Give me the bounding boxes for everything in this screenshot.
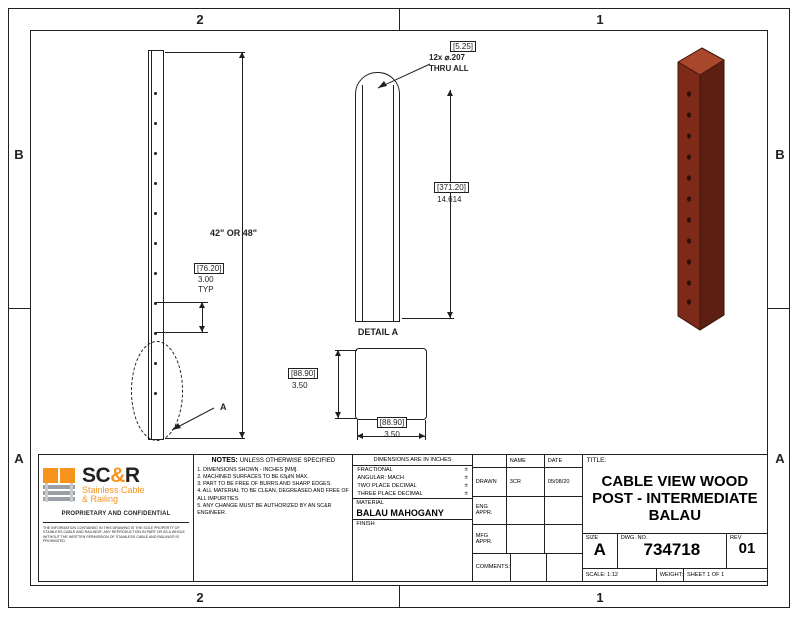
title-block-title-cell <box>582 455 767 581</box>
approval-label: COMMENTS: <box>475 564 510 571</box>
rev-value: 01 <box>738 540 756 557</box>
drawing-title: CABLE VIEW WOOD POST - INTERMEDIATE BALAU <box>592 472 758 525</box>
approval-date: 05/08/20 <box>544 468 582 496</box>
detail-callout-leader <box>170 402 220 432</box>
section-ext-line-bottom <box>335 418 357 419</box>
detail-a-inner-edge-right <box>393 85 394 322</box>
front-view-hole <box>154 182 157 185</box>
tolerance-value: ± <box>464 475 468 481</box>
front-view-hole <box>154 122 157 125</box>
tolerance-value: ± <box>464 491 468 497</box>
scr-logo-icon <box>43 468 77 502</box>
spacing-ext-line-lower <box>156 332 208 333</box>
tolerance-label: ANGULAR: MACH <box>357 475 404 481</box>
material-value: BALAU MAHOGANY <box>356 508 444 518</box>
front-view-ext-line-top <box>165 52 245 53</box>
notes-heading-sub: UNLESS OTHERWISE SPECIFIED <box>239 458 336 464</box>
section-width-mm-box: [88.90] <box>377 417 407 428</box>
drawing-id-row <box>583 533 767 568</box>
detail-length-mm-box: [371.20] <box>434 182 469 193</box>
front-view-ext-line-bottom <box>165 438 245 439</box>
drawing-footer-row <box>583 568 767 581</box>
notes-heading <box>194 455 352 465</box>
section-ext-line-right <box>425 420 426 440</box>
detail-callout-letter: A <box>220 402 227 412</box>
front-view-length-label: 42" OR 48" <box>210 228 258 238</box>
approval-row-comments <box>473 554 582 582</box>
weight-value: WEIGHT: <box>657 569 684 581</box>
title-block-tolerance-cell <box>352 455 471 581</box>
logo-text <box>82 465 145 505</box>
zone-tick-top <box>399 8 400 30</box>
note-item: 4. ALL MATERIAL TO BE CLEAN, DEGREASED AND FREE OF ALL IMPURITIES. <box>197 488 349 502</box>
front-view-hole <box>154 242 157 245</box>
title-block-logo-cell <box>39 455 193 581</box>
section-height-mm-box: [88.90] <box>288 368 318 379</box>
detail-a-length-in: 14.614 <box>437 195 462 204</box>
detail-a-ext-line-bottom <box>402 318 454 319</box>
approval-label: DRAWN <box>475 478 497 485</box>
tolerance-row <box>353 482 471 490</box>
section-ext-line-left <box>357 420 358 440</box>
size-label: SIZE <box>585 535 599 541</box>
dwg-label: DWG. NO. <box>620 535 648 541</box>
approval-name <box>510 554 546 582</box>
spacing-mm-value <box>194 263 224 274</box>
note-item: 5. ANY CHANGE MUST BE AUTHORIZED BY AN SC&R ENGINEER. <box>197 502 332 516</box>
approvals-name-header: NAME <box>506 455 544 467</box>
approval-date <box>544 497 582 525</box>
spacing-typ-label: TYP <box>198 285 214 294</box>
zone-label-right-b: B <box>775 147 785 162</box>
front-view-hole <box>154 212 157 215</box>
legal-notice: THE INFORMATION CONTAINED IN THIS DRAWING IS THE SOLE PROPERTY OF STAINLESS CABLE AND RAILING®. ANY REPRODUCTION IN PART OR AS A WHOLE WITHOUT THE WRITTEN PERMISSION OF STAINLESS CABLE AND RAILING® IS PROHIBITED. <box>43 522 189 544</box>
zone-tick-left <box>8 308 30 309</box>
dwg-value: 734718 <box>643 540 701 559</box>
note-item: 1. DIMENSIONS SHOWN - INCHES [MM]. <box>197 467 298 473</box>
zone-label-right-a: A <box>775 451 785 466</box>
tolerance-value: ± <box>464 483 468 489</box>
material-label: MATERIAL <box>353 498 471 507</box>
radius-box: [5.25] <box>450 41 476 52</box>
approval-name: 3CR <box>506 468 544 496</box>
title-block-notes-cell <box>193 455 352 581</box>
notes-body <box>194 465 352 519</box>
logo-tagline-2: & Railing <box>82 494 119 505</box>
zone-label-top-1: 1 <box>596 12 604 27</box>
note-item: 3. PART TO BE FREE OF BURRS AND SHARP EDGES. <box>197 481 332 488</box>
tolerance-heading: DIMENSIONS ARE IN INCHES <box>353 455 471 466</box>
approval-label: ENG APPR. <box>475 504 493 517</box>
tolerance-label: THREE PLACE DECIMAL <box>357 491 423 497</box>
hole-dia: ⌀.207 <box>444 53 465 62</box>
detail-a-inner-edge-left <box>362 85 363 322</box>
detail-a-length-mm <box>434 182 469 193</box>
detail-a-radius-value <box>450 41 476 52</box>
spacing-mm-box: [76.20] <box>194 263 224 274</box>
approval-date <box>546 554 582 582</box>
section-height-in: 3.50 <box>292 381 308 390</box>
logo-wordmark <box>82 465 145 486</box>
zone-tick-bottom <box>399 586 400 608</box>
zone-label-left-a: A <box>14 451 24 466</box>
spacing-in-value: 3.00 <box>198 275 214 284</box>
logo-sc: SC <box>82 464 111 487</box>
section-width-mm <box>362 417 422 428</box>
detail-a-hole-qty-dia <box>429 53 465 62</box>
zone-label-bottom-2: 2 <box>196 590 204 605</box>
scale-value: SCALE: 1:12 <box>583 569 657 581</box>
hole-qty: 12x <box>429 53 443 62</box>
section-width-in: 3.50 <box>384 430 400 439</box>
size-cell <box>583 534 618 568</box>
dim-arrow-down <box>199 326 205 332</box>
logo-amp: & <box>110 464 125 487</box>
logo-tagline-1: Stainless Cable <box>82 485 145 495</box>
size-value: A <box>593 540 606 559</box>
section-view-square <box>355 348 427 420</box>
approval-name <box>506 525 544 553</box>
approvals-header <box>473 455 582 468</box>
tolerance-row <box>353 466 471 474</box>
approval-name <box>506 497 544 525</box>
dim-arrow-up <box>447 90 453 96</box>
tolerance-label: FRACTIONAL <box>357 467 393 473</box>
title-block-approvals-cell <box>472 455 582 581</box>
proprietary-notice: PROPRIETARY AND CONFIDENTIAL <box>61 510 171 517</box>
logo-row <box>43 465 189 505</box>
approval-row-mfg <box>473 525 582 554</box>
title-label: TITLE: <box>586 457 607 464</box>
tolerance-value: ± <box>464 467 468 473</box>
front-view-hole <box>154 272 157 275</box>
title-block <box>38 454 768 582</box>
detail-a-title: DETAIL A <box>357 327 399 337</box>
section-ext-line-top <box>335 350 357 351</box>
rev-cell <box>727 534 767 568</box>
approval-date <box>544 525 582 553</box>
finish-label: FINISH <box>353 519 471 581</box>
approval-label: MFG APPR. <box>475 532 493 545</box>
zone-label-top-2: 2 <box>196 12 204 27</box>
approval-row-eng <box>473 497 582 526</box>
zone-label-left-b: B <box>14 147 24 162</box>
isometric-post-render <box>660 44 750 334</box>
approval-row-drawn <box>473 468 582 497</box>
notes-heading-text: NOTES: <box>211 457 238 464</box>
sheet-value: SHEET 1 OF 1 <box>687 572 725 578</box>
note-item: 2. MACHINED SURFACES TO BE 63µIN MAX. <box>197 474 309 481</box>
front-view-length-dimension-line <box>242 52 243 438</box>
approvals-date-header: DATE <box>544 455 582 467</box>
logo-r: R <box>124 464 140 487</box>
dim-arrow-up <box>199 302 205 308</box>
section-height-mm <box>288 368 318 379</box>
tolerance-label: TWO PLACE DECIMAL <box>357 483 417 489</box>
tolerance-row <box>353 490 471 498</box>
zone-tick-right <box>768 308 790 309</box>
tolerance-row <box>353 474 471 482</box>
drawing-area <box>30 30 768 586</box>
dwg-number-cell <box>618 534 727 568</box>
section-height-dimension-line <box>338 350 339 418</box>
front-view-hole <box>154 152 157 155</box>
rev-label: REV <box>730 535 742 541</box>
detail-a-hole-depth: THRU ALL <box>429 64 469 73</box>
zone-label-bottom-1: 1 <box>596 590 604 605</box>
front-view-hole <box>154 92 157 95</box>
